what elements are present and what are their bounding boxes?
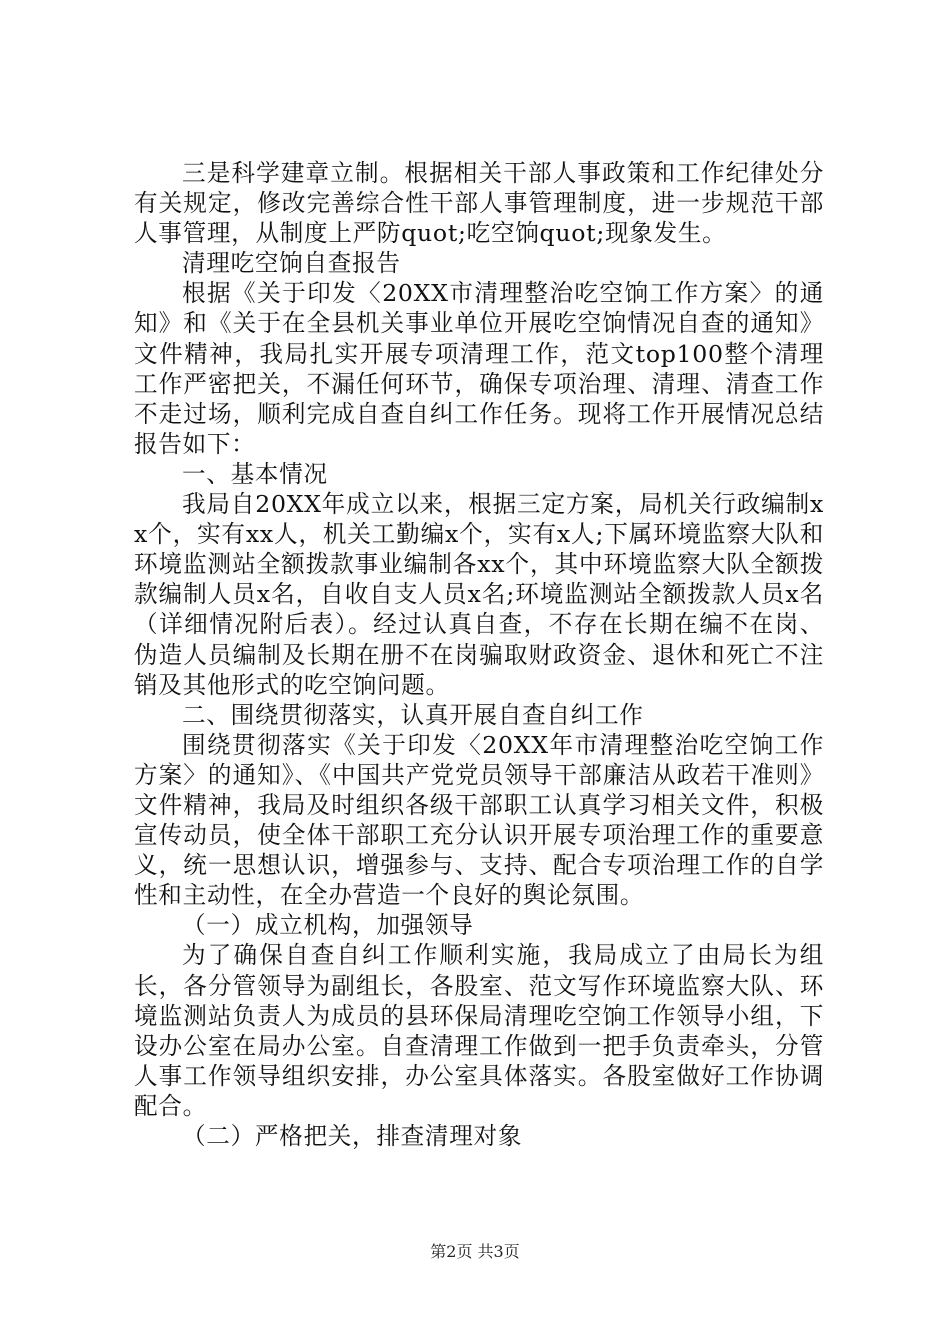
- subsection-heading-organization: （一）成立机构，加强领导: [182, 911, 474, 940]
- report-title: 清理吃空饷自查报告: [182, 249, 401, 278]
- section-heading-basic-situation: 一、基本情况: [182, 459, 328, 488]
- section-heading-self-inspection: 二、围绕贯彻落实，认真开展自查自纠工作: [182, 700, 644, 729]
- subsection-heading-strict-check: （二）严格把关，排查清理对象: [182, 1122, 523, 1150]
- paragraph-basic-situation: 我局自20XX年成立以来，根据三定方案，局机关行政编制xx个，实有xx人，机关工勤编x个，实有x人;下属环境监察大队和环境监测站全额拨款事业编制各xx个，其中环境监察大队全额拨款编制人员x名，自收自支人员x名;环境监测站全额拨款人员x名（详细情况附后表）。经过认真自查，不存在长期在编不在岗、伪造人员编制及长期在册不在岗骗取财政资金、退休和死亡不注销及其他形式的吃空饷问题。: [134, 490, 824, 699]
- document-body: [134, 158, 824, 1151]
- paragraph-organization: 为了确保自查自纠工作顺利实施，我局成立了由局长为组长，各分管领导为副组长，各股室、范文写作环境监察大队、环境监测站负责人为成员的县环保局清理吃空饷工作领导小组，下设办公室在局办公室。自查清理工作做到一把手负责牵头，分管人事工作领导组织安排，办公室具体落实。各股室做好工作协调配合。: [134, 941, 824, 1120]
- paragraph-rules-system: 三是科学建章立制。根据相关干部人事政策和工作纪律处分有关规定，修改完善综合性干部人事管理制度，进一步规范干部人事管理，从制度上严防quot;吃空饷quot;现象发生。: [134, 159, 824, 248]
- paragraph-intro: 根据《关于印发〈20XX市清理整治吃空饷工作方案〉的通知》和《关于在全县机关事业单位开展吃空饷情况自查的通知》文件精神，我局扎实开展专项清理工作，范文top100整个清理工作严密把关，不漏任何环节，确保专项治理、清理、清查工作不走过场，顺利完成自查自纠工作任务。现将工作开展情况总结报告如下：: [134, 279, 824, 458]
- page-number-footer: 第2页 共3页: [430, 1242, 520, 1261]
- paragraph-self-inspection: 围绕贯彻落实《关于印发〈20XX年市清理整治吃空饷工作方案〉的通知》、《中国共产党党员领导干部廉洁从政若干准则》文件精神，我局及时组织各级干部职工认真学习相关文件，积极宣传动员，使全体干部职工充分认识开展专项治理工作的重要意义，统一思想认识，增强参与、支持、配合专项治理工作的自学性和主动性，在全办营造一个良好的舆论氛围。: [134, 730, 824, 910]
